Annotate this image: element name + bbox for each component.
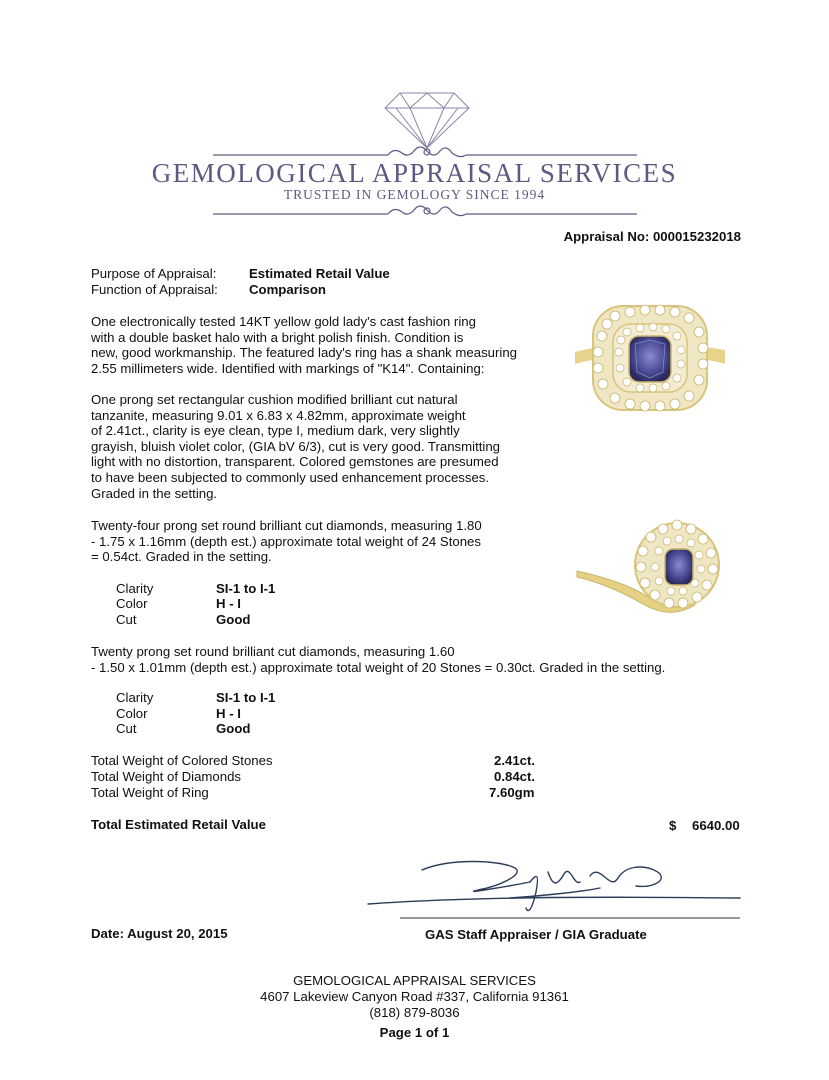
footer-address: 4607 Lakeview Canyon Road #337, California 91361 [260,989,569,1004]
grade-label: Color [116,596,148,611]
retail-value: 6640.00 [692,818,740,833]
grade-value: Good [216,721,251,736]
grade-value: H - I [216,706,241,721]
function-label: Function of Appraisal: [91,282,218,297]
total-value: 2.41ct. [494,753,536,768]
function-value: Comparison [249,282,326,297]
diamond-icon [0,0,829,240]
appraisal-number: Appraisal No: 000015232018 [563,229,741,244]
letterhead [0,0,829,240]
diamonds-1-description: Twenty-four prong set round brilliant cut diamonds, measuring 1.80 - 1.75 x 1.16mm (depth est.) approximate total weight of 24 Stones = 0.54ct. Graded in the setting. [91,518,482,565]
ring-photo-side [575,515,725,620]
retail-currency: $ [669,818,677,833]
signature [360,852,760,924]
grade-label: Clarity [116,690,154,705]
total-label: Total Weight of Diamonds [91,769,242,784]
grade-label: Cut [116,721,137,736]
purpose-label: Purpose of Appraisal: [91,266,217,281]
center-stone-description: One prong set rectangular cushion modified brilliant cut natural tanzanite, measuring 9.01 x 6.83 x 4.82mm, approximate weight of 2.41ct., clarity is eye clean, type I, medium dark, very slightly grayish, bluish violet color, (GIA bV 6/3), cut is very good. Transmitting light with no distortion, transparent. Colored gemstones are presumed to have been subjected to commonly used enhancement processes. Graded in the setting. [91,392,500,501]
footer-phone: (818) 879-8036 [369,1005,460,1020]
grade-value: SI-1 to I-1 [216,690,276,705]
appraisal-date: Date: August 20, 2015 [91,926,228,941]
page-number: Page 1 of 1 [379,1025,450,1040]
grade-value: Good [216,612,251,627]
purpose-value: Estimated Retail Value [249,266,390,281]
grade-label: Color [116,706,148,721]
brand-tagline: TRUSTED IN GEMOLOGY SINCE 1994 [283,187,546,202]
footer-company: GEMOLOGICAL APPRAISAL SERVICES [293,973,536,988]
total-label: Total Weight of Ring [91,785,209,800]
retail-value-label: Total Estimated Retail Value [91,817,266,832]
total-label: Total Weight of Colored Stones [91,753,273,768]
ring-photo-top [575,300,725,415]
brand-title: GEMOLOGICAL APPRAISAL SERVICES [151,158,678,188]
total-value: 7.60gm [489,785,535,800]
grade-label: Cut [116,612,137,627]
grade-value: SI-1 to I-1 [216,581,276,596]
ring-description: One electronically tested 14KT yellow gold lady's cast fashion ring with a double basket halo with a bright polish finish. Condition is new, good workmanship. The featured lady's ring has a shank measuring 2.55 millimeters wide. Identified with markings of "K14". Containing: [91,314,517,376]
grade-label: Clarity [116,581,154,596]
diamonds-2-description: Twenty prong set round brilliant cut diamonds, measuring 1.60 - 1.50 x 1.01mm (depth est.) approximate total weight of 20 Stones = 0.30ct. Graded in the setting. [91,644,666,675]
total-value: 0.84ct. [494,769,536,784]
appraiser-title: GAS Staff Appraiser / GIA Graduate [425,927,647,942]
grade-value: H - I [216,596,241,611]
